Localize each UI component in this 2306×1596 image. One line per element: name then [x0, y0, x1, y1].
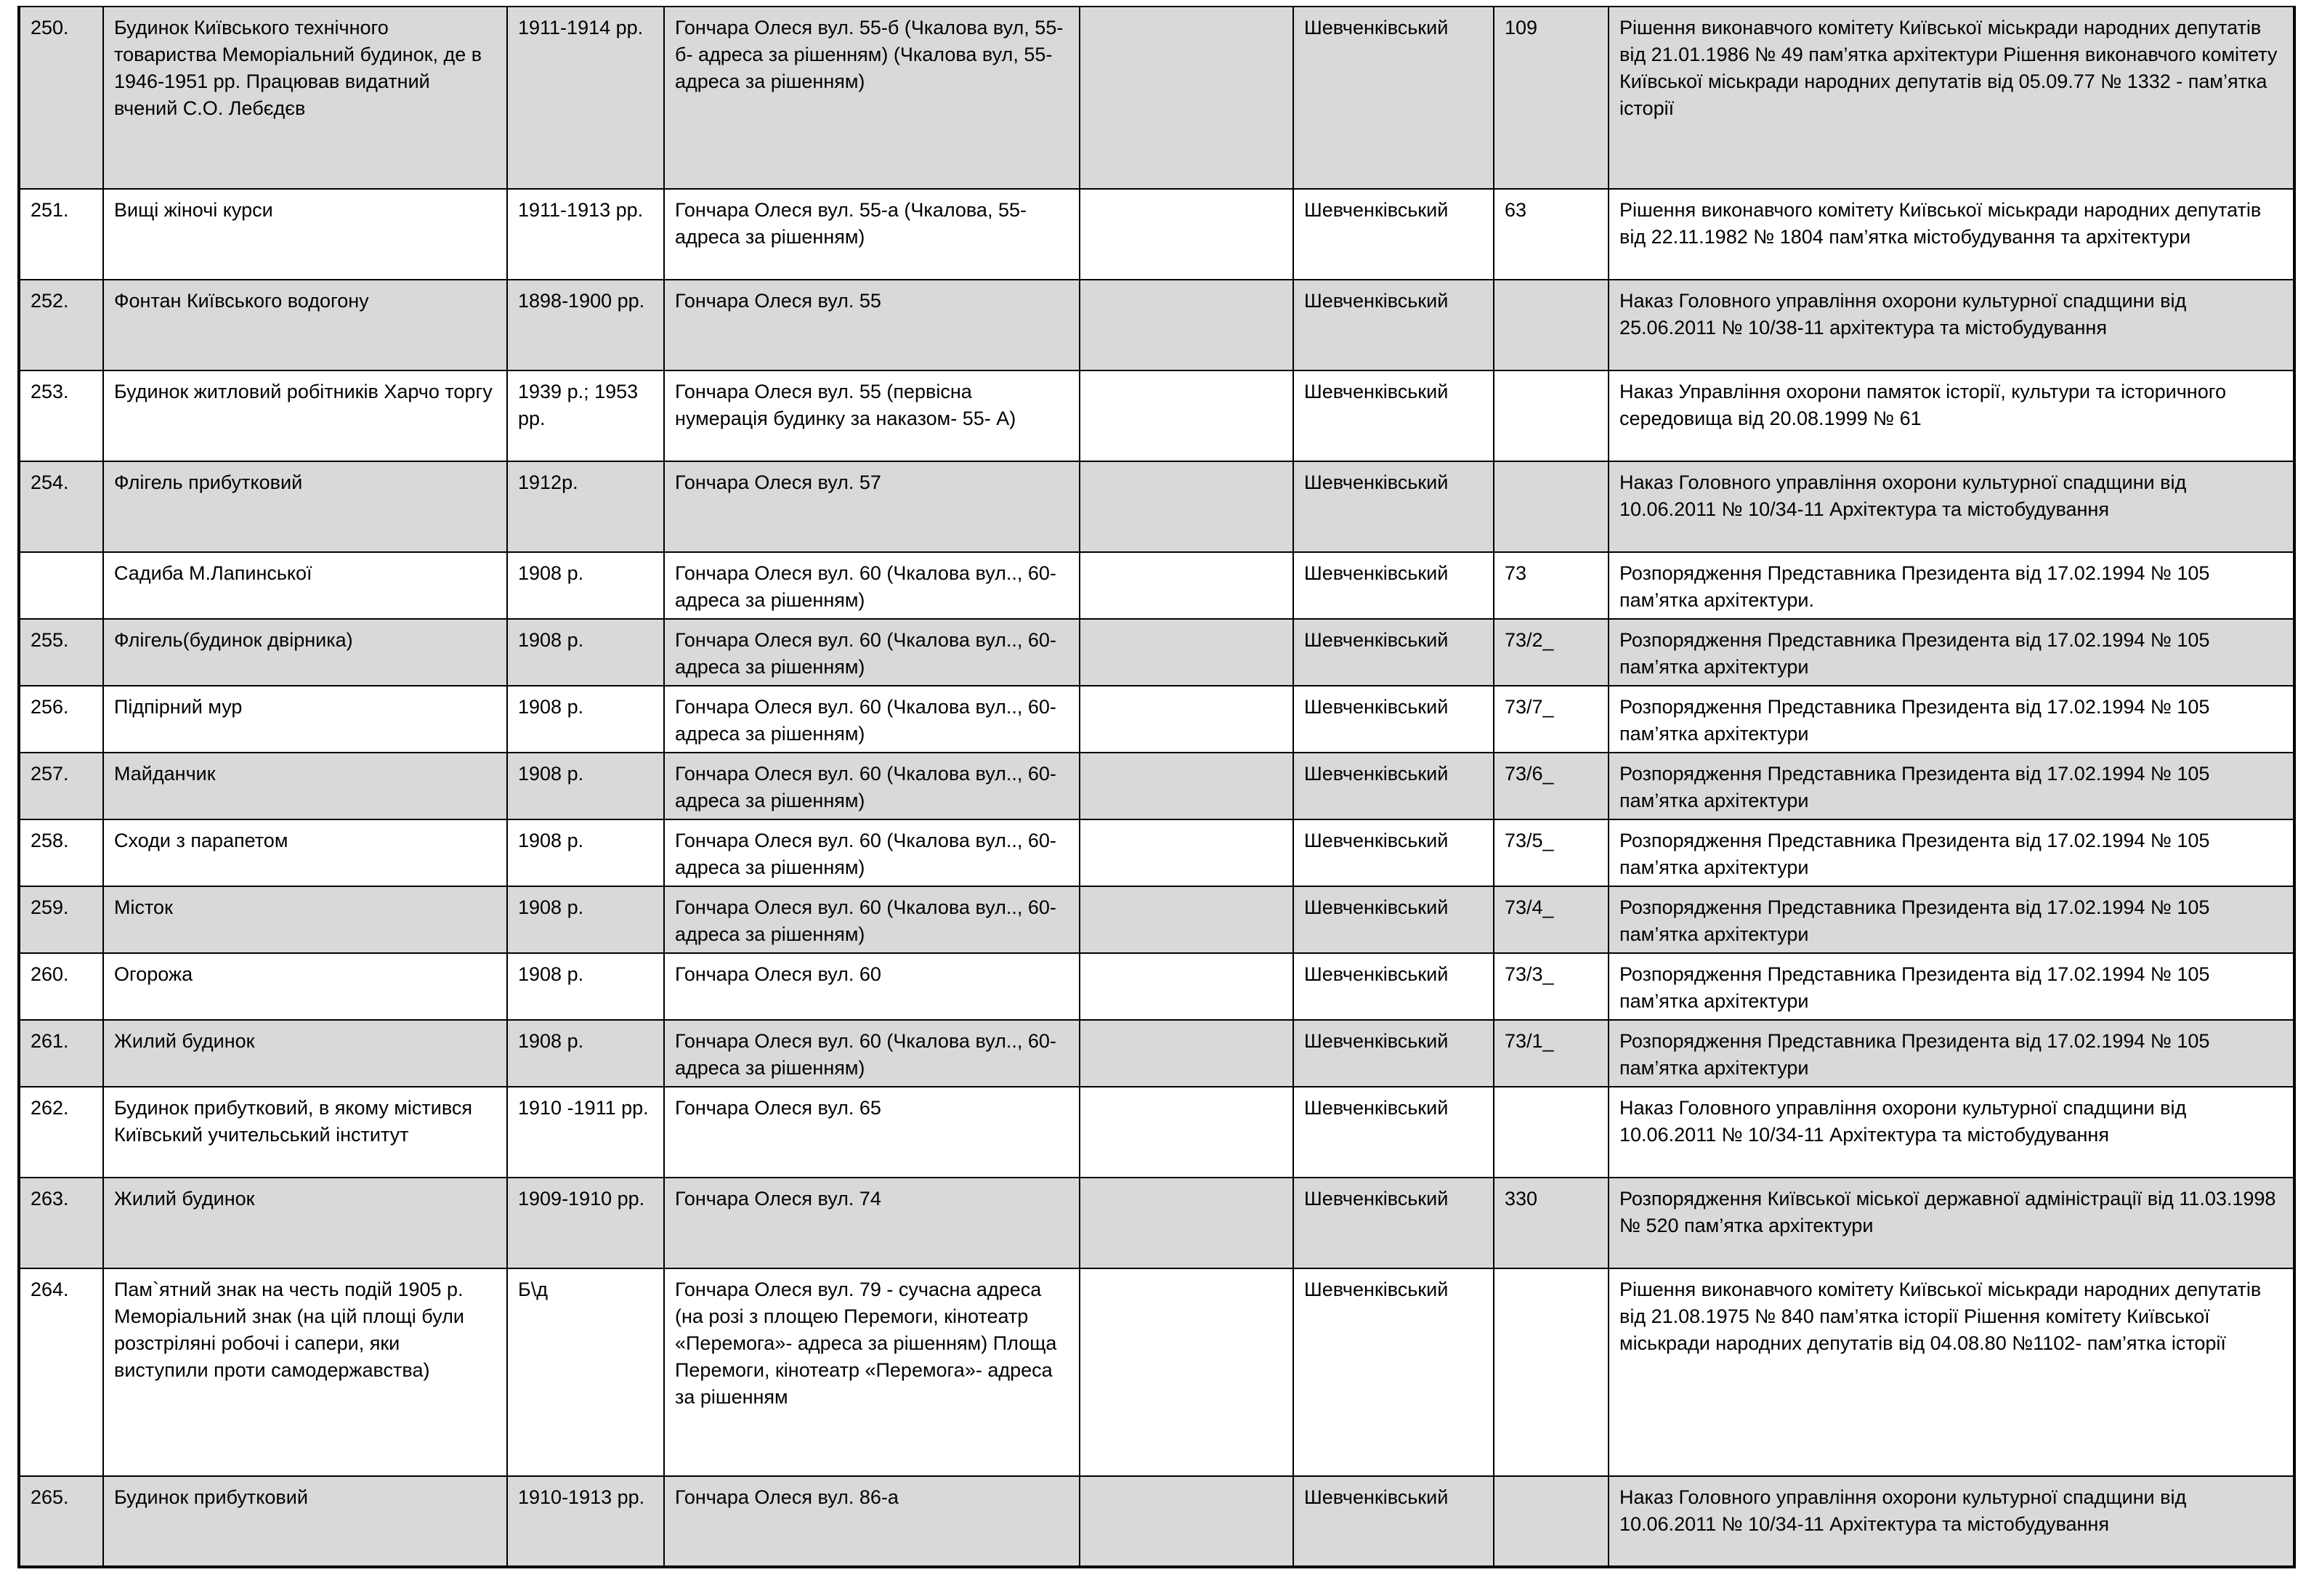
monument-name-cell: Флігель(будинок двірника)	[103, 619, 507, 686]
protection-number-cell: 73/3_	[1494, 953, 1609, 1020]
monument-name-cell: Фонтан Київського водогону	[103, 280, 507, 370]
row-number-cell: 265.	[19, 1476, 103, 1567]
address-cell: Гончара Олеся вул. 60 (Чкалова вул.., 60-адреса за рішенням)	[664, 619, 1080, 686]
district-cell: Шевченківський	[1293, 953, 1494, 1020]
protection-number-cell: 73/5_	[1494, 819, 1609, 886]
construction-date-cell: 1908 р.	[507, 552, 664, 619]
district-cell: Шевченківський	[1293, 1268, 1494, 1476]
protection-decision-cell: Наказ Управління охорони памяток історії, культури та історичного середовища від 20.08.1999 № 61	[1609, 370, 2294, 461]
empty-cell-cell	[1080, 1087, 1293, 1178]
protection-number-cell: 73/7_	[1494, 686, 1609, 753]
empty-cell-cell	[1080, 1476, 1293, 1567]
protection-number-cell	[1494, 280, 1609, 370]
row-number-cell: 262.	[19, 1087, 103, 1178]
table-row	[19, 753, 2294, 819]
table-row	[19, 686, 2294, 753]
protection-number-cell: 73/4_	[1494, 886, 1609, 953]
protection-decision-cell: Рішення виконавчого комітету Київської міськради народних депутатів від 22.11.1982 № 1804 пам’ятка містобудування та архітектури	[1609, 189, 2294, 280]
table-row	[19, 953, 2294, 1020]
protection-number-cell: 73/2_	[1494, 619, 1609, 686]
empty-cell-cell	[1080, 819, 1293, 886]
empty-cell-cell	[1080, 1178, 1293, 1268]
empty-cell-cell	[1080, 370, 1293, 461]
register-body	[19, 7, 2294, 1567]
district-cell: Шевченківський	[1293, 819, 1494, 886]
row-number-cell: 257.	[19, 753, 103, 819]
empty-cell-cell	[1080, 753, 1293, 819]
district-cell: Шевченківський	[1293, 552, 1494, 619]
protection-number-cell: 330	[1494, 1178, 1609, 1268]
address-cell: Гончара Олеся вул. 79 - сучасна адреса (на розі з площею Перемоги, кінотеатр «Перемога»- адреса за рішенням) Площа Перемоги, кінотеатр «Перемога»- адреса за рішенням	[664, 1268, 1080, 1476]
protection-decision-cell: Рішення виконавчого комітету Київської міськради народних депутатів від 21.08.1975 № 840 пам’ятка історії Рішення комітету Київської міськради народних депутатів від 04.08.80 №1102- пам’ятка історії	[1609, 1268, 2294, 1476]
construction-date-cell: 1908 р.	[507, 753, 664, 819]
row-number-cell: 256.	[19, 686, 103, 753]
address-cell: Гончара Олеся вул. 57	[664, 461, 1080, 552]
table-row	[19, 819, 2294, 886]
table-row	[19, 1087, 2294, 1178]
table-row	[19, 1476, 2294, 1567]
empty-cell-cell	[1080, 886, 1293, 953]
protection-decision-cell: Наказ Головного управління охорони культурної спадщини від 25.06.2011 № 10/38-11 архітектура та містобудування	[1609, 280, 2294, 370]
table-row	[19, 1020, 2294, 1087]
protection-number-cell	[1494, 1087, 1609, 1178]
row-number-cell: 250.	[19, 7, 103, 189]
empty-cell-cell	[1080, 619, 1293, 686]
table-row	[19, 1178, 2294, 1268]
protection-decision-cell: Наказ Головного управління охорони культурної спадщини від 10.06.2011 № 10/34-11 Архітектура та містобудування	[1609, 1476, 2294, 1567]
protection-number-cell: 73/6_	[1494, 753, 1609, 819]
address-cell: Гончара Олеся вул. 55 (первісна нумерація будинку за наказом- 55- А)	[664, 370, 1080, 461]
monument-name-cell: Вищі жіночі курси	[103, 189, 507, 280]
construction-date-cell: 1898-1900 рр.	[507, 280, 664, 370]
table-row	[19, 189, 2294, 280]
protection-decision-cell: Розпорядження Київської міської державної адміністрації від 11.03.1998 № 520 пам’ятка архітектури	[1609, 1178, 2294, 1268]
heritage-register-table	[17, 6, 2296, 1568]
protection-number-cell	[1494, 370, 1609, 461]
table-row	[19, 370, 2294, 461]
address-cell: Гончара Олеся вул. 60 (Чкалова вул.., 60-адреса за рішенням)	[664, 753, 1080, 819]
row-number-cell: 260.	[19, 953, 103, 1020]
district-cell: Шевченківський	[1293, 1020, 1494, 1087]
empty-cell-cell	[1080, 1268, 1293, 1476]
district-cell: Шевченківський	[1293, 1178, 1494, 1268]
table-row	[19, 619, 2294, 686]
district-cell: Шевченківський	[1293, 370, 1494, 461]
row-number-cell: 254.	[19, 461, 103, 552]
empty-cell-cell	[1080, 189, 1293, 280]
address-cell: Гончара Олеся вул. 55	[664, 280, 1080, 370]
protection-decision-cell: Розпорядження Представника Президента від 17.02.1994 № 105 пам’ятка архітектури	[1609, 1020, 2294, 1087]
address-cell: Гончара Олеся вул. 55-б (Чкалова вул, 55-б- адреса за рішенням) (Чкалова вул, 55-адреса за рішенням)	[664, 7, 1080, 189]
row-number-cell: 251.	[19, 189, 103, 280]
construction-date-cell: 1908 р.	[507, 619, 664, 686]
construction-date-cell: 1908 р.	[507, 886, 664, 953]
row-number-cell: 253.	[19, 370, 103, 461]
table-row	[19, 7, 2294, 189]
empty-cell-cell	[1080, 280, 1293, 370]
district-cell: Шевченківський	[1293, 7, 1494, 189]
protection-decision-cell: Розпорядження Представника Президента від 17.02.1994 № 105 пам’ятка архітектури	[1609, 686, 2294, 753]
construction-date-cell: 1908 р.	[507, 819, 664, 886]
row-number-cell: 263.	[19, 1178, 103, 1268]
address-cell: Гончара Олеся вул. 86-а	[664, 1476, 1080, 1567]
monument-name-cell: Флігель прибутковий	[103, 461, 507, 552]
empty-cell-cell	[1080, 552, 1293, 619]
protection-number-cell: 73/1_	[1494, 1020, 1609, 1087]
district-cell: Шевченківський	[1293, 619, 1494, 686]
protection-number-cell	[1494, 1476, 1609, 1567]
row-number-cell: 264.	[19, 1268, 103, 1476]
monument-name-cell: Майданчик	[103, 753, 507, 819]
monument-name-cell: Будинок житловий робітників Харчо торгу	[103, 370, 507, 461]
address-cell: Гончара Олеся вул. 65	[664, 1087, 1080, 1178]
address-cell: Гончара Олеся вул. 60 (Чкалова вул.., 60-адреса за рішенням)	[664, 886, 1080, 953]
empty-cell-cell	[1080, 1020, 1293, 1087]
district-cell: Шевченківський	[1293, 686, 1494, 753]
address-cell: Гончара Олеся вул. 60 (Чкалова вул.., 60-адреса за рішенням)	[664, 819, 1080, 886]
monument-name-cell: Пам`ятний знак на честь подій 1905 р. Меморіальний знак (на цій площі були розстріляні робочі і сапери, яки виступили проти самодержавства)	[103, 1268, 507, 1476]
address-cell: Гончара Олеся вул. 55-а (Чкалова, 55-адреса за рішенням)	[664, 189, 1080, 280]
protection-decision-cell: Розпорядження Представника Президента від 17.02.1994 № 105 пам’ятка архітектури	[1609, 819, 2294, 886]
monument-name-cell: Жилий будинок	[103, 1020, 507, 1087]
district-cell: Шевченківський	[1293, 886, 1494, 953]
district-cell: Шевченківський	[1293, 1476, 1494, 1567]
address-cell: Гончара Олеся вул. 74	[664, 1178, 1080, 1268]
protection-decision-cell: Розпорядження Представника Президента від 17.02.1994 № 105 пам’ятка архітектури.	[1609, 552, 2294, 619]
table-row	[19, 1268, 2294, 1476]
row-number-cell: 261.	[19, 1020, 103, 1087]
construction-date-cell: 1939 р.; 1953 рр.	[507, 370, 664, 461]
table-row	[19, 886, 2294, 953]
table-row	[19, 461, 2294, 552]
address-cell: Гончара Олеся вул. 60 (Чкалова вул.., 60-адреса за рішенням)	[664, 552, 1080, 619]
empty-cell-cell	[1080, 953, 1293, 1020]
district-cell: Шевченківський	[1293, 1087, 1494, 1178]
district-cell: Шевченківський	[1293, 461, 1494, 552]
row-number-cell: 259.	[19, 886, 103, 953]
protection-number-cell: 109	[1494, 7, 1609, 189]
construction-date-cell: 1908 р.	[507, 1020, 664, 1087]
protection-decision-cell: Наказ Головного управління охорони культурної спадщини від 10.06.2011 № 10/34-11 Архітектура та містобудування	[1609, 1087, 2294, 1178]
monument-name-cell: Жилий будинок	[103, 1178, 507, 1268]
protection-number-cell: 63	[1494, 189, 1609, 280]
row-number-cell	[19, 552, 103, 619]
protection-number-cell	[1494, 461, 1609, 552]
construction-date-cell: Б\д	[507, 1268, 664, 1476]
table-row	[19, 552, 2294, 619]
construction-date-cell: 1909-1910 рр.	[507, 1178, 664, 1268]
district-cell: Шевченківський	[1293, 280, 1494, 370]
protection-number-cell	[1494, 1268, 1609, 1476]
monument-name-cell: Підпірний мур	[103, 686, 507, 753]
row-number-cell: 255.	[19, 619, 103, 686]
protection-decision-cell: Розпорядження Представника Президента від 17.02.1994 № 105 пам’ятка архітектури	[1609, 886, 2294, 953]
district-cell: Шевченківський	[1293, 189, 1494, 280]
protection-decision-cell: Розпорядження Представника Президента від 17.02.1994 № 105 пам’ятка архітектури	[1609, 953, 2294, 1020]
construction-date-cell: 1911-1913 рр.	[507, 189, 664, 280]
empty-cell-cell	[1080, 461, 1293, 552]
row-number-cell: 258.	[19, 819, 103, 886]
district-cell: Шевченківський	[1293, 753, 1494, 819]
address-cell: Гончара Олеся вул. 60 (Чкалова вул.., 60-адреса за рішенням)	[664, 686, 1080, 753]
monument-name-cell: Будинок прибутковий	[103, 1476, 507, 1567]
table-row	[19, 280, 2294, 370]
protection-decision-cell: Рішення виконавчого комітету Київської міськради народних депутатів від 21.01.1986 № 49 пам’ятка архітектури Рішення виконавчого комітету Київської міськради народних депутатів від 05.09.77 № 1332 - пам’ятка історії	[1609, 7, 2294, 189]
monument-name-cell: Огорожа	[103, 953, 507, 1020]
monument-name-cell: Будинок Київського технічного товариства Меморіальний будинок, де в 1946-1951 рр. Працював видатний вчений С.О. Лебєдєв	[103, 7, 507, 189]
protection-decision-cell: Розпорядження Представника Президента від 17.02.1994 № 105 пам’ятка архітектури	[1609, 753, 2294, 819]
address-cell: Гончара Олеся вул. 60	[664, 953, 1080, 1020]
monument-name-cell: Місток	[103, 886, 507, 953]
construction-date-cell: 1911-1914 рр.	[507, 7, 664, 189]
construction-date-cell: 1912р.	[507, 461, 664, 552]
construction-date-cell: 1908 р.	[507, 686, 664, 753]
protection-number-cell: 73	[1494, 552, 1609, 619]
empty-cell-cell	[1080, 686, 1293, 753]
address-cell: Гончара Олеся вул. 60 (Чкалова вул.., 60-адреса за рішенням)	[664, 1020, 1080, 1087]
construction-date-cell: 1908 р.	[507, 953, 664, 1020]
construction-date-cell: 1910-1913 рр.	[507, 1476, 664, 1567]
monument-name-cell: Будинок прибутковий, в якому містився Київський учительський інститут	[103, 1087, 507, 1178]
monument-name-cell: Садиба М.Лапинської	[103, 552, 507, 619]
empty-cell-cell	[1080, 7, 1293, 189]
construction-date-cell: 1910 -1911 рр.	[507, 1087, 664, 1178]
monument-name-cell: Сходи з парапетом	[103, 819, 507, 886]
row-number-cell: 252.	[19, 280, 103, 370]
protection-decision-cell: Розпорядження Представника Президента від 17.02.1994 № 105 пам’ятка архітектури	[1609, 619, 2294, 686]
protection-decision-cell: Наказ Головного управління охорони культурної спадщини від 10.06.2011 № 10/34-11 Архітектура та містобудування	[1609, 461, 2294, 552]
